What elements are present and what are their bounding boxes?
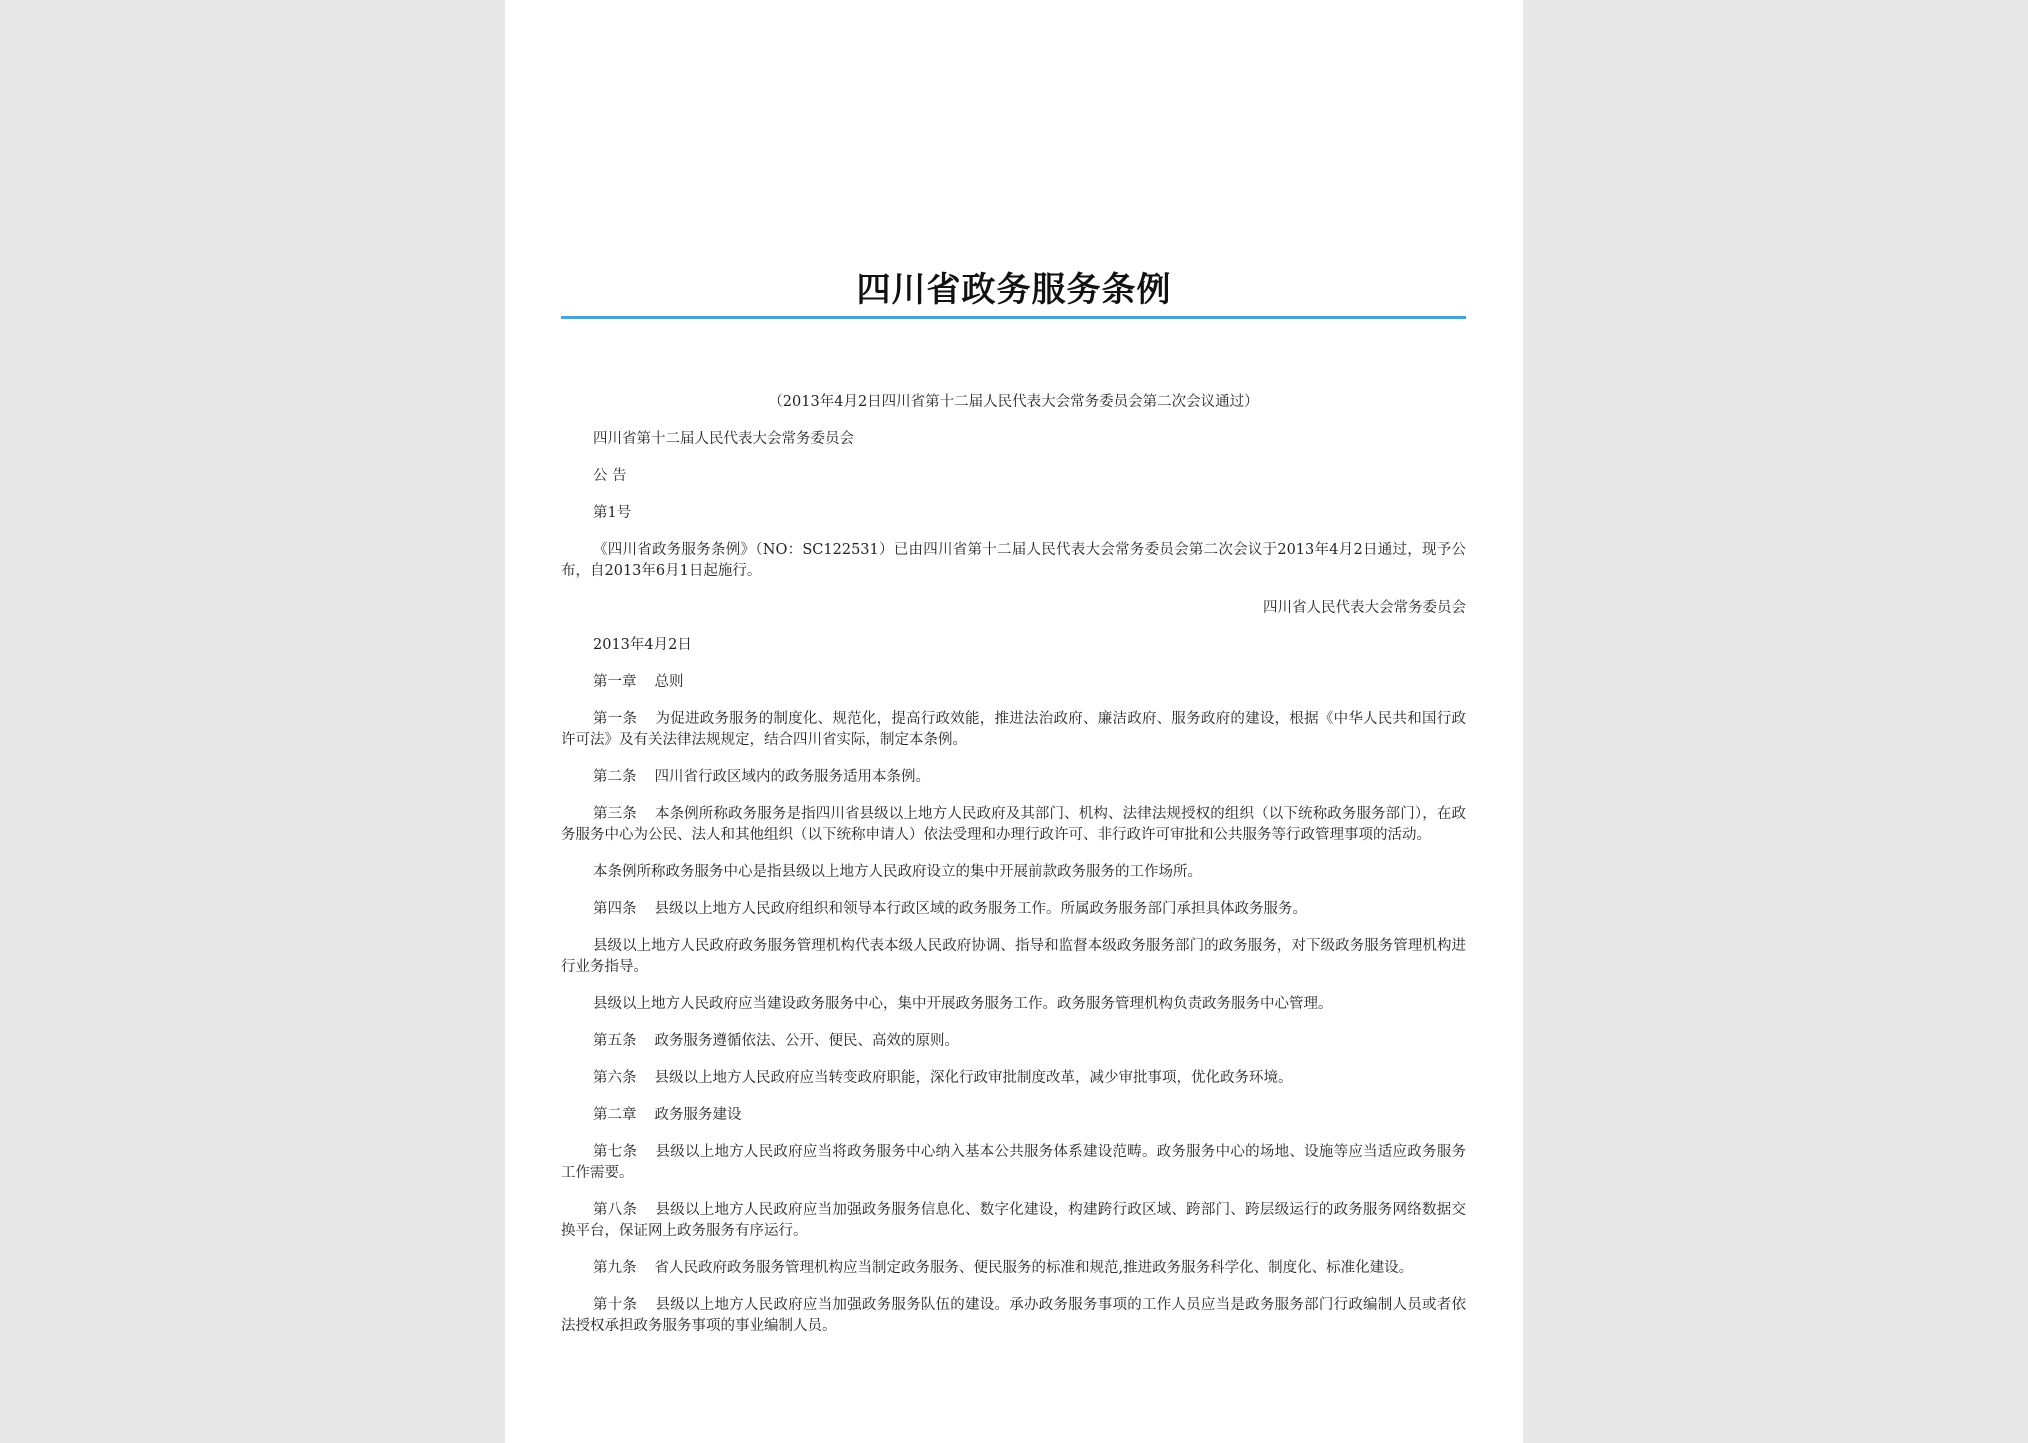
article-paragraph: [561, 1200, 1466, 1242]
notice-number: 第1号: [593, 505, 632, 521]
article-paragraph: [561, 767, 1466, 788]
article-text: 县级以上地方人民政府组织和领导本行政区域的政务服务工作。所属政务服务部门承担具体政务服务。: [654, 901, 1307, 917]
article-number: 第四条: [593, 901, 637, 917]
chapter-number: 第一章: [593, 674, 637, 690]
article-number: 第六条: [593, 1070, 637, 1086]
article-paragraph: 县级以上地方人民政府应当建设政务服务中心，集中开展政务服务工作。政务服务管理机构负责政务服务中心管理。: [593, 996, 1333, 1012]
article-text: 四川省行政区域内的政务服务适用本条例。: [654, 769, 930, 785]
article-paragraph: [561, 1258, 1466, 1279]
article-paragraph: [561, 709, 1466, 751]
article-text: 县级以上地方人民政府应当转变政府职能，深化行政审批制度改革，减少审批事项，优化政务环境。: [654, 1070, 1293, 1086]
article-paragraph: [561, 1068, 1466, 1089]
chapter-name: 政务服务建设: [654, 1107, 742, 1123]
article-number: 第三条: [593, 806, 637, 822]
article-number: 第十条: [593, 1297, 638, 1313]
article-text: 政务服务遵循依法、公开、便民、高效的原则。: [654, 1033, 959, 1049]
article-paragraph: [561, 1142, 1466, 1184]
title-underline: [561, 316, 1466, 319]
chapter-number: 第二章: [593, 1107, 637, 1123]
announcement-paragraph: 《四川省政务服务条例》（NO：SC122531）已由四川省第十二届人民代表大会常务委员会第二次会议于2013年4月2日通过，现予公布，自2013年6月1日起施行。: [561, 542, 1466, 579]
article-number: 第二条: [593, 769, 637, 785]
chapter-name: 总则: [654, 674, 684, 690]
document-page: [505, 0, 1523, 1443]
article-number: 第八条: [593, 1202, 638, 1218]
chapter-heading: [561, 672, 1466, 693]
article-text: 县级以上地方人民政府应当将政务服务中心纳入基本公共服务体系建设范畴。政务服务中心的场地、设施等应当适应政务服务工作需要。: [561, 1144, 1467, 1181]
article-paragraph: [561, 1295, 1466, 1337]
document-subtitle: （2013年4月2日四川省第十二届人民代表大会常务委员会第二次会议通过）: [768, 394, 1259, 410]
article-paragraph: [561, 899, 1466, 920]
article-number: 第九条: [593, 1260, 637, 1276]
date-line: 2013年4月2日: [593, 637, 692, 653]
article-text: 县级以上地方人民政府应当加强政务服务队伍的建设。承办政务服务事项的工作人员应当是政务服务部门行政编制人员或者依法授权承担政务服务事项的事业编制人员。: [561, 1297, 1467, 1334]
article-paragraph: [561, 804, 1466, 846]
article-number: 第一条: [593, 711, 638, 727]
document-body: [561, 392, 1466, 1353]
article-paragraph: 县级以上地方人民政府政务服务管理机构代表本级人民政府协调、指导和监督本级政务服务部门的政务服务，对下级政务服务管理机构进行业务指导。: [561, 938, 1466, 975]
chapter-heading: [561, 1105, 1466, 1126]
issuer-line: 四川省第十二届人民代表大会常务委员会: [593, 431, 854, 447]
signature-line: 四川省人民代表大会常务委员会: [1263, 600, 1466, 616]
article-number: 第七条: [593, 1144, 638, 1160]
article-text: 本条例所称政务服务是指四川省县级以上地方人民政府及其部门、机构、法律法规授权的组织（以下统称政务服务部门），在政务服务中心为公民、法人和其他组织（以下统称申请人）依法受理和办理行政许可、非行政许可审批和公共服务等行政管理事项的活动。: [561, 806, 1466, 843]
article-text: 省人民政府政务服务管理机构应当制定政务服务、便民服务的标准和规范,推进政务服务科学化、制度化、标准化建设。: [654, 1260, 1414, 1276]
article-paragraph: [561, 1031, 1466, 1052]
article-text: 为促进政务服务的制度化、规范化，提高行政效能，推进法治政府、廉洁政府、服务政府的建设，根据《中华人民共和国行政许可法》及有关法律法规规定，结合四川省实际，制定本条例。: [561, 711, 1467, 748]
notice-label: 公 告: [593, 468, 627, 484]
article-text: 县级以上地方人民政府应当加强政务服务信息化、数字化建设，构建跨行政区域、跨部门、跨层级运行的政务服务网络数据交换平台，保证网上政务服务有序运行。: [561, 1202, 1467, 1239]
article-paragraph: 本条例所称政务服务中心是指县级以上地方人民政府设立的集中开展前款政务服务的工作场所。: [593, 864, 1202, 880]
document-title: 四川省政务服务条例: [856, 270, 1172, 310]
article-number: 第五条: [593, 1033, 637, 1049]
